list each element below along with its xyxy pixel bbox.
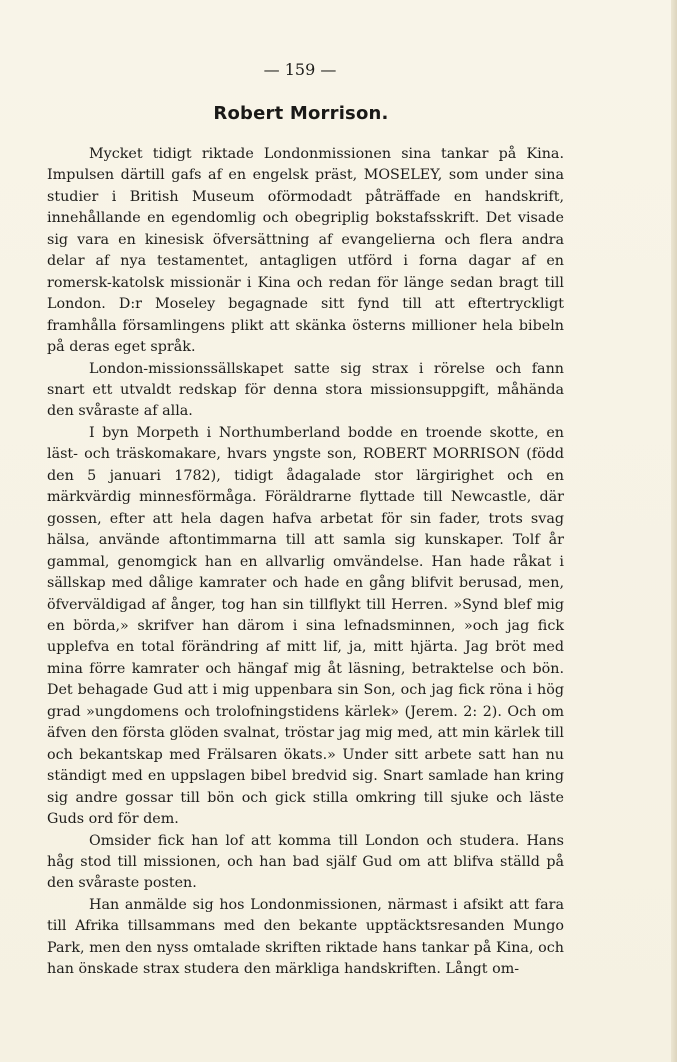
- paragraph: Omsider fick han lof att komma till London och studera. Hans håg stod till missionen, och han bad själf Gud om att blifva ställd på den svåraste posten.: [47, 832, 564, 892]
- paragraph: Mycket tidigt riktade Londonmissionen sina tankar på Kina. Impulsen därtill gafs af en engelsk präst, MOSELEY, som under sina studier i British Museum oförmodadt påträffade en handskrift, innehållande en egendomlig och obegriplig bokstafsskrift. Det visade sig vara en kinesisk öfversättning af evangelierna och flera andra delar af nya testamentet, antagligen utförd i forna dagar af en romersk-katolsk missionär i Kina och redan för länge sedan bragt till London. D:r Moseley begagnade sitt fynd till att eftertryckligt framhålla församlingens plikt att skänka österns millioner hela bibeln på deras eget språk.: [47, 146, 564, 356]
- body-text: [47, 144, 564, 981]
- paragraph: Han anmälde sig hos Londonmissionen, närmast i afsikt att fara till Afrika tillsammans med den bekante upptäcktsresanden Mungo Park, men den nyss omtalade skriften riktade hans tankar på Kina, och han önskade strax studera den märkliga handskriften. Långt om-: [47, 896, 564, 978]
- page-number: — 159 —: [263, 60, 337, 79]
- paragraph: I byn Morpeth i Northumberland bodde en troende skotte, en läst- och träskomakare, hvars yngste son, ROBERT MORRISON (född den 5 januari 1782), tidigt ådagalade stor lärgirighet och en märkvärdig minnesförmåga. Föräldrarne flyttade till Newcastle, där gossen, efter att hela dagen hafva arbetat för sin fader, trots svag hälsa, använde aftontimmarna till att samla sig kunskaper. Tolf år gammal, genomgick han en allvarlig omvändelse. Han hade råkat i sällskap med dålige kamrater och hade en gång blifvit berusad, men, öfverväldigad af ånger, tog han sin tillflykt till Herren. »Synd blef mig en börda,» skrifver han därom i sina lefnadsminnen, »och jag fick upplefva en total förändring af mitt lif, ja, mitt hjärta. Jag bröt med mina förre kamrater och hängaf mig åt läsning, betraktelse och bön. Det behagade Gud att i mig uppenbara sin Son, och jag fick röna i hög grad »ungdomens och trolofningstidens kärlek» (Jerem. 2: 2). Och om äfven den första glöden svalnat, tröstar jag mig med, att min kärlek till och bekantskap med Frälsaren ökats.» Under sitt arbete satt han nu ständigt med en uppslagen bibel bredvid sig. Snart samlade han kring sig andre gossar till bön och gick stilla omkring till sjuke och läste Guds ord för dem.: [47, 424, 564, 828]
- page-edge: [671, 0, 677, 1062]
- page-title: Robert Morrison.: [213, 103, 389, 124]
- paragraph: London-missionssällskapet satte sig strax i rörelse och fann snart ett utvaldt redskap för denna stora missionsuppgift, måhända den svåraste af alla.: [47, 360, 564, 420]
